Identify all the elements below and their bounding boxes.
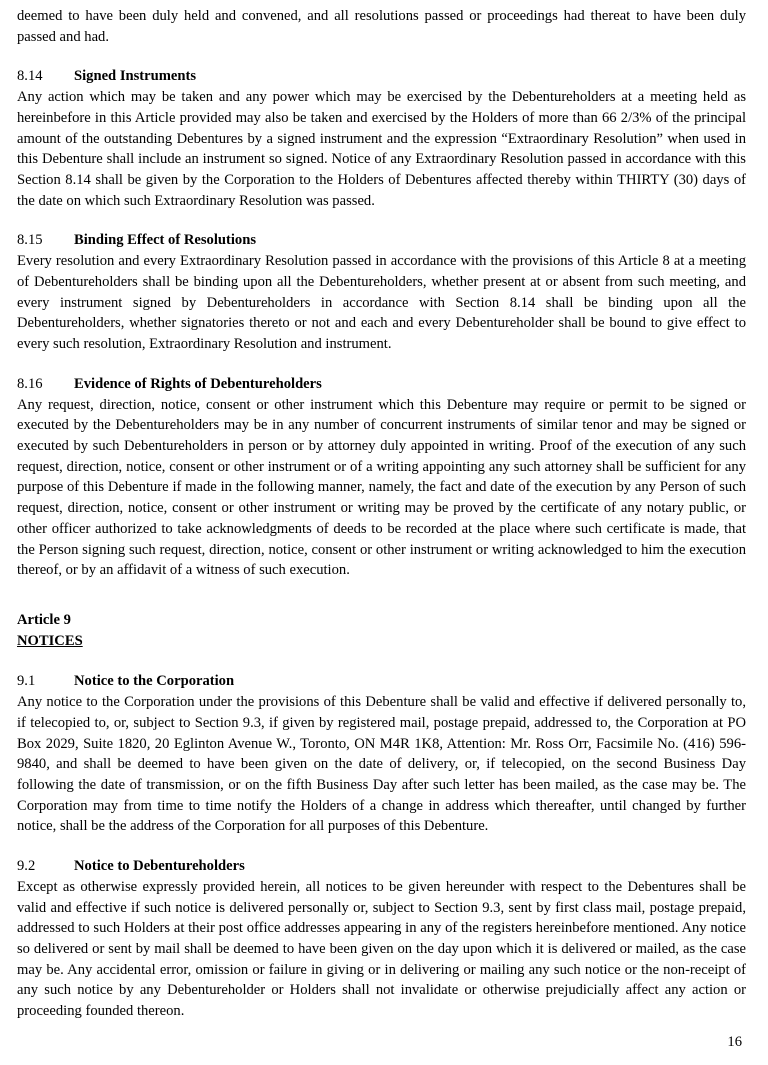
- section-title: Binding Effect of Resolutions: [74, 232, 257, 249]
- section-heading: [17, 230, 746, 251]
- section-body: Any notice to the Corporation under the provisions of this Debenture shall be valid and effective if delivered personally to, if telecopied to, or, subject to Section 9.3, if given by registered mail, postage prepaid, addressed to, the Corporation at PO Box 2029, Suite 1820, 20 Eglinton Avenue W., Toronto, ON M4R 1K8, Attention: Mr. Ross Orr, Facsimile No. (416) 596-9840, and shall be deemed to have been given on the date of delivery, or, if telecopied, on the second Business Day following the date of transmission, or on the fifth Business Day after such letter has been mailed, as the case may be. The Corporation may from time to time notify the Holders of a change in address which thereafter, until changed by further notice, shall be the address of the Corporation for all purposes of this Debenture.: [17, 694, 746, 835]
- section-body: Except as otherwise expressly provided herein, all notices to be given hereunder with respect to the Debentures shall be valid and effective if such notice is delivered personally or, subject to Section 9.3, sent by first class mail, postage prepaid, addressed to such Holders at their post office addresses appearing in any of the registers hereinbefore mentioned. Any notice so delivered or sent by mail shall be deemed to have been given on the day upon which it is delivered or mailed, as the case may be. Any accidental error, omission or failure in giving or in delivering or mailing any such notice or the non-receipt of any such notice by any Debentureholder or Holders shall not invalidate or otherwise prejudicially affect any action or proceeding founded thereon.: [17, 878, 746, 1020]
- article-9-heading: [17, 610, 746, 651]
- section-title: Notice to the Corporation: [74, 673, 235, 690]
- section-9-2: [17, 856, 746, 1022]
- paragraph-continuation: deemed to have been duly held and convened, and all resolutions passed or proceedings had thereat to have been duly passed and had.: [17, 8, 746, 45]
- section-8-15: [17, 230, 746, 354]
- page-number: 16: [727, 1034, 742, 1051]
- section-body: Any request, direction, notice, consent or other instrument which this Debenture may require or permit to be signed or executed by the Debentureholders may be in any number of concurrent instruments of similar tenor and may be signed or executed by such Debentureholders in person or by attorney duly appointed in writing. Proof of the execution of any such request, direction, notice, consent or other instrument or of a writing appointing any such attorney shall be sufficient for any purpose of this Debenture if made in the following manner, namely, the fact and date of the execution by any Person of such request, direction, notice, consent or other instrument or writing may be proved by the certificate of any notary public, or other officer authorized to take acknowledgments of deeds to be recorded at the place where such certificate is made, that the Person signing such request, direction, notice, consent or other instrument or writing acknowledged to him the execution thereof, or by an affidavit of a witness of such execution.: [17, 396, 746, 579]
- section-number: 8.15: [17, 232, 43, 249]
- section-body: Any action which may be taken and any power which may be exercised by the Debentureholders at a meeting held as hereinbefore in this Article provided may also be taken and exercised by the Holders of more than 66 2/3% of the principal amount of the outstanding Debentures by a signed instrument and the expression “Extraordinary Resolution” when used in this Debenture shall include an instrument so signed. Notice of any Extraordinary Resolution passed in accordance with this Section 8.14 shall be given by the Corporation to the Holders of Debentures affected thereby within THIRTY (30) days of the date on which such Extraordinary Resolution was passed.: [17, 89, 746, 209]
- section-heading: [17, 671, 746, 692]
- section-title: Signed Instruments: [74, 68, 197, 85]
- article-title: NOTICES: [17, 632, 83, 649]
- section-body: Every resolution and every Extraordinary Resolution passed in accordance with the provisions of this Article 8 at a meeting of Debentureholders shall be binding upon all the Debentureholders, whether present at or absent from such meeting, and every instrument signed by Debentureholders in accordance with Section 8.14 shall be binding upon all the Debentureholders, whether signatories thereto or not and each and every Debentureholder shall be bound to give effect to every such resolution, Extraordinary Resolution and instrument.: [17, 253, 746, 353]
- section-number: 8.14: [17, 68, 43, 85]
- section-title: Notice to Debentureholders: [74, 858, 245, 875]
- section-9-1: [17, 671, 746, 837]
- section-number: 9.1: [17, 673, 36, 690]
- section-heading: [17, 66, 746, 87]
- section-heading: [17, 856, 746, 877]
- section-heading: [17, 374, 746, 395]
- section-8-14: [17, 66, 746, 211]
- section-8-16: [17, 374, 746, 581]
- section-number: 8.16: [17, 375, 43, 392]
- article-label: Article 9: [17, 611, 71, 628]
- section-title: Evidence of Rights of Debentureholders: [74, 375, 322, 392]
- section-number: 9.2: [17, 858, 36, 875]
